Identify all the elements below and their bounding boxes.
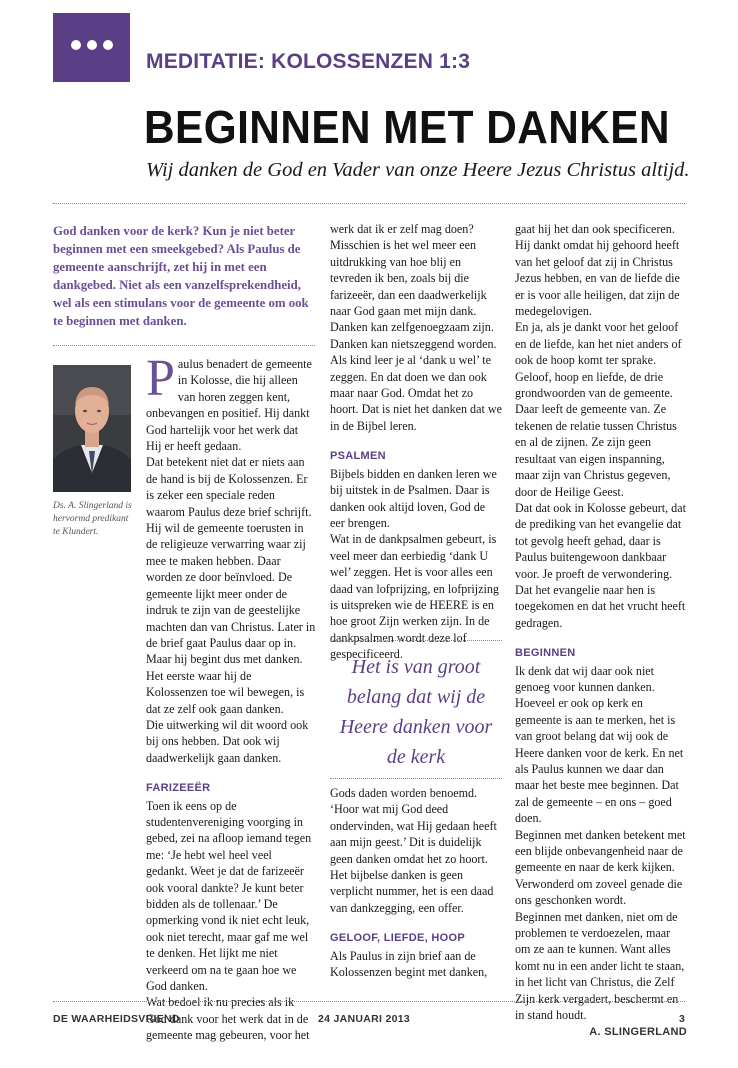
- paragraph: Wat bedoel ik nu precies als ik God dank voor het werk dat in de gemeente mag gebeuren, voor het: [146, 995, 310, 1043]
- paragraph: Maar hij begint dus met danken. Het eerste waar hij de Kolossenzen toe wil bewegen, is dat ze zelf ook gaan danken.: [146, 652, 305, 716]
- pull-quote: Het is van groot belang dat wij de Heere danken voor de kerk: [339, 656, 493, 768]
- paragraph: Gods daden worden benoemd. ‘Hoor wat mij God deed ondervinden, wat Hij gedaan heeft aan mijn geest.’ Dit is duidelijk geen danken omdat het zo hoort. Het bijbelse danken is geen verplicht nummer, het is een daad van dankzegging, een offer.: [330, 786, 497, 915]
- ellipsis-icon: [53, 40, 130, 50]
- author-signature: A. SLINGERLAND: [589, 1025, 687, 1038]
- drop-cap: P: [146, 350, 175, 407]
- paragraph: Die uitwerking wil dit woord ook bij ons hebben. Dat ook wij daadwerkelijk gaan danken.: [146, 717, 309, 765]
- subheading-geloof-liefde-hoop: GELOOF, LIEFDE, HOOP: [330, 932, 465, 945]
- paragraph: En ja, als je dankt voor het geloof en de liefde, kan het niet anders of ook de hoop komt ter sprake. Geloof, hoop en liefde, de drie grondwoorden van de gemeente. Daar leeft de gemeente van. Ze tekenen de relatie tussen Christus en al de zijnen. Ze zijn geen resultaat van eigen inspanning, maar zijn van Christus gegeven, door de Heilige Geest.: [515, 320, 682, 499]
- header-divider: [53, 203, 685, 204]
- article-subtitle: Wij danken de God en Vader van onze Heere Jezus Christus altijd.: [146, 159, 690, 181]
- author-photo: [53, 365, 131, 492]
- author-portrait-icon: [53, 365, 131, 492]
- paragraph: Beginnen met danken betekent met een blijde onbevangenheid naar de gemeente en naar de kerk kijken. Verwonderd om zoveel genade die ons geschonken wordt.: [515, 827, 686, 908]
- paragraph: Dat dat ook in Kolosse gebeurt, dat de prediking van het evangelie dat tot gevolg heeft gehad, daar is Paulus buitengewoon dankbaar voor. Je proeft de verwondering. Dat het evangelie naar hen is toegekomen en dat het vrucht heeft gedragen.: [515, 500, 686, 630]
- column-1: [146, 350, 316, 1044]
- page-number: 3: [679, 1013, 686, 1025]
- paragraph: aulus benadert de gemeente in Kolosse, die hij alleen van horen zeggen kent, onbevangen en positief. Hij dankt God hartelijk voor het werk dat Hij er heeft gedaan.: [146, 357, 312, 454]
- column-3: [515, 221, 687, 1040]
- paragraph: gaat hij het dan ook specificeren. Hij dankt omdat hij gehoord heeft van het geloof dat zij in Christus Jezus hebben, en van de liefde die er is voor alle heiligen, dat zijn de medegelovigen.: [515, 222, 680, 319]
- intro-lead: God danken voor de kerk? Kun je niet beter beginnen met een smeekgebed? Als Paulus de gemeente aanschrijft, zet hij in met een dankgebed. Niet als een vanzelfsprekendheid, wel als een stimulans voor de gemeente om ook te beginnen met danken.: [53, 224, 309, 328]
- article-title: BEGINNEN MET DANKEN: [144, 101, 671, 153]
- column-2-top: [330, 221, 502, 663]
- subheading-psalmen: PSALMEN: [330, 450, 386, 463]
- quote-divider-top: [330, 640, 502, 641]
- paragraph: Bijbels bidden en danken leren we bij uitstek in de Psalmen. Daar is danken ook altijd loven, God de eer brengen.: [330, 466, 497, 530]
- column-2-bottom: [330, 785, 502, 980]
- subheading-beginnen: BEGINNEN: [515, 647, 576, 660]
- paragraph: Danken kan nietszeggend worden. Als kind leer je al ‘dank u wel’ te zeggen. En dat doen we dan ook maar naar God. Omdat het zo hoort. Dat is niet het danken dat we in de Bijbel leren.: [330, 336, 502, 433]
- section-kicker: MEDITATIE: KOLOSSENZEN 1:3: [146, 50, 471, 73]
- photo-caption: Ds. A. Slingerland is hervormd predikant te Klundert.: [53, 501, 132, 537]
- footer-date: 24 JANUARI 2013: [318, 1013, 411, 1025]
- paragraph: Als Paulus in zijn brief aan de Kolossenzen begint met danken,: [330, 948, 488, 980]
- quote-divider-bottom: [330, 778, 502, 779]
- paragraph: Beginnen met danken, niet om de problemen te verdoezelen, maar om ze aan te kunnen. Want alles komt nu in een ander licht te staan, in het licht van Christus, die Zelf Zijn kerk vergadert, beschermt en in stand houdt.: [515, 909, 685, 1023]
- paragraph: Wat in de dankpsalmen gebeurt, is veel meer dan eerbiedig ‘dank U wel’ zeggen. Het is voor alles een daad van lofprijzing, en lofprijzing is uitspreken wie de HEERE is en hoe groot Zijn werken zijn. In de dankpsalmen wordt deze lof gespecificeerd.: [330, 532, 499, 662]
- paragraph: Toen ik eens op de studentenvereniging voorging in gebed, zei na afloop iemand tegen me: ‘Je hebt wel heel veel gedankt. Weet je dat de farizeeër ook vooral dankte? Je kunt beter bidden als de tollenaar.’ De opmerking vond ik niet echt leuk, ook niet terecht, maar gaf me wel te denken. Het lijkt me niet verkeerd om na te gaan hoe we God danken.: [146, 798, 312, 994]
- paragraph: Ik denk dat wij daar ook niet genoeg voor kunnen danken. Hoeveel er ook op kerk en gemeente is aan te merken, het is van groot belang dat wij ook de Heere danken voor de kerk. En net als Paulus kunnen we daar dan maar het beste mee beginnen. Dat zal de gemeente – en ons – goed doen.: [515, 663, 684, 826]
- intro-divider: [53, 345, 315, 346]
- section-logo: [53, 13, 130, 82]
- subheading-farizeeer: FARIZEEËR: [146, 782, 211, 795]
- paragraph: Dat betekent niet dat er niets aan de hand is bij de Kolossenzen. Er is zeker een speciale reden waarom Paulus deze brief schrijft. Hij wil de gemeente toerusten in de religieuze verwarring waar zij mee te maken hebben. Daar worden ze door beïnvloed. De gemeente lijkt meer onder de indruk te zijn van de geestelijke machten dan van Christus. Later in de brief gaat Paulus daar op in.: [146, 455, 316, 650]
- footer-publication: DE WAARHEIDSVRIEND: [53, 1013, 180, 1025]
- paragraph: werk dat ik er zelf mag doen? Misschien is het wel meer een uitdrukking van hoe blij en tevreden ik ben, zoals bij die farizeeër, dan een daadwerkelijk naar God gaan met mijn dank. Danken kan zelfgenoegzaam zijn.: [330, 222, 494, 335]
- footer-divider: [53, 1001, 685, 1002]
